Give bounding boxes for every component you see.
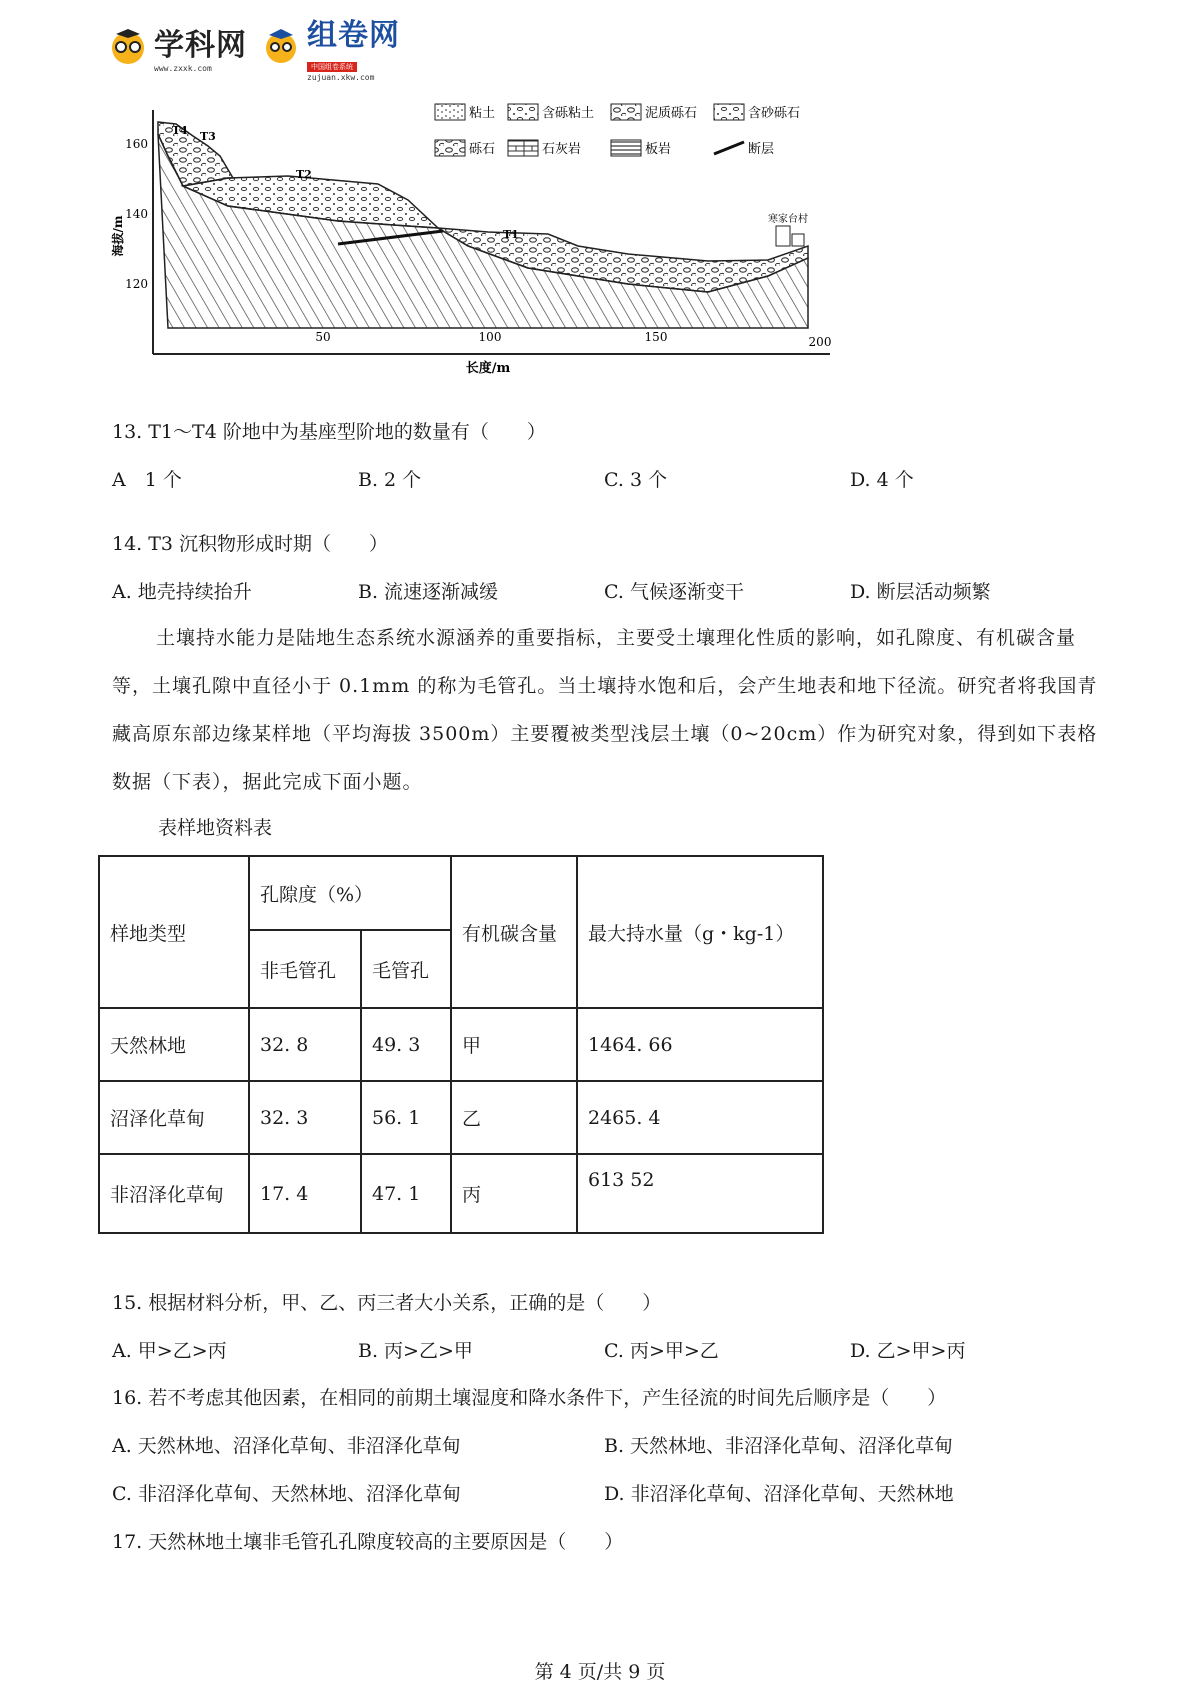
question-13-option-c[interactable]: C. 3 个 (604, 469, 668, 491)
legend-label-gravelly-clay: 含砾粘土 (542, 106, 595, 121)
cell-capillary: 56. 1 (361, 1081, 451, 1154)
question-14-stem: 14. T3 沉积物形成时期（ ） (112, 533, 389, 555)
header-porosity: 孔隙度（%） (249, 856, 451, 930)
question-15-option-d[interactable]: D. 乙>甲>丙 (850, 1340, 966, 1362)
page-number: 第 4 页/共 9 页 (534, 1661, 666, 1683)
legend-swatch-gravelly-clay (508, 104, 538, 120)
legend-swatch-muddy-gravel (611, 104, 641, 120)
cell-organic-carbon: 丙 (451, 1154, 577, 1233)
y-tick-120: 120 (125, 277, 148, 291)
question-16-option-d[interactable]: D. 非沼泽化草甸、沼泽化草甸、天然林地 (604, 1483, 954, 1505)
question-16-option-a[interactable]: A. 天然林地、沼泽化草甸、非沼泽化草甸 (112, 1435, 461, 1457)
header-non-capillary: 非毛管孔 (249, 930, 361, 1008)
legend-label-slate: 板岩 (645, 142, 672, 157)
table-row (99, 1081, 823, 1154)
table-row (99, 1154, 823, 1233)
legend (435, 104, 800, 157)
header-logos (108, 18, 400, 82)
question-13-option-b[interactable]: B. 2 个 (358, 469, 422, 491)
cell-organic-carbon: 乙 (451, 1081, 577, 1154)
question-16-stem: 16. 若不考虑其他因素，在相同的前期土壤湿度和降水条件下，产生径流的时间先后顺序是（ ） (112, 1387, 947, 1409)
legend-swatch-limestone (508, 140, 538, 156)
legend-swatch-slate (611, 140, 641, 156)
question-13-option-d[interactable]: D. 4 个 (850, 469, 914, 491)
cell-non-capillary: 17. 4 (249, 1154, 361, 1233)
sample-site-table (98, 855, 824, 1234)
question-15-option-a[interactable]: A. 甲>乙>丙 (112, 1340, 227, 1362)
legend-label-limestone: 石灰岩 (542, 142, 582, 157)
header-max-water: 最大持水量（g・kg-1） (577, 856, 823, 1008)
material-paragraph: 土壤持水能力是陆地生态系统水源涵养的重要指标，主要受土壤理化性质的影响，如孔隙度、有机碳含量等，土壤孔隙中直径小于 0.1mm 的称为毛管孔。当土壤持水饱和后，会产生地表和地下径流。研究者将我国青藏高原东部边缘某样地（平均海拔 3500m）主要覆被类型浅层土壤（0~20cm）作为研究对象，得到如下表格数据（下表），据此完成下面小题。 (112, 627, 1098, 793)
zujuan-logo-icon (261, 26, 301, 66)
cell-max-water: 1464. 66 (577, 1008, 823, 1081)
village-house-1 (776, 226, 790, 246)
cell-non-capillary: 32. 3 (249, 1081, 361, 1154)
cell-max-water: 613 52 (577, 1154, 823, 1233)
cell-type: 天然林地 (99, 1008, 249, 1081)
cell-non-capillary: 32. 8 (249, 1008, 361, 1081)
question-13-option-a[interactable]: A 1 个 (112, 469, 182, 491)
cell-capillary: 47. 1 (361, 1154, 451, 1233)
question-17-stem: 17. 天然林地土壤非毛管孔孔隙度较高的主要原因是（ ） (112, 1531, 624, 1553)
question-15-stem: 15. 根据材料分析，甲、乙、丙三者大小关系，正确的是（ ） (112, 1292, 662, 1314)
legend-label-clay: 粘土 (469, 106, 496, 121)
question-14-option-b[interactable]: B. 流速逐渐减缓 (358, 581, 499, 603)
x-tick-100: 100 (478, 330, 502, 344)
question-14-option-c[interactable]: C. 气候逐渐变干 (604, 581, 744, 603)
x-tick-50: 50 (315, 330, 331, 344)
table-caption: 表样地资料表 (158, 817, 273, 839)
question-16-option-b[interactable]: B. 天然林地、非沼泽化草甸、沼泽化草甸 (604, 1435, 954, 1457)
logo2-text: 组卷网 (307, 18, 400, 53)
question-13-stem: 13. T1～T4 阶地中为基座型阶地的数量有（ ） (112, 421, 546, 443)
logo2-url: zujuan.xkw.com (307, 73, 375, 82)
legend-label-sandy-gravel: 含砂砾石 (748, 106, 801, 121)
y-axis-label: 海拔/m (111, 215, 125, 257)
legend-swatch-sandy-gravel (714, 104, 744, 120)
header-site-type: 样地类型 (99, 856, 249, 1008)
cell-max-water: 2465. 4 (577, 1081, 823, 1154)
legend-label-fault: 断层 (748, 142, 775, 157)
legend-label-gravel: 砾石 (469, 142, 496, 157)
cell-type: 沼泽化草甸 (99, 1081, 249, 1154)
y-tick-160: 160 (125, 137, 148, 151)
x-axis-label: 长度/m (465, 361, 511, 376)
cell-capillary: 49. 3 (361, 1008, 451, 1081)
legend-label-muddy-gravel: 泥质砾石 (645, 106, 698, 121)
terrace-label-t3: T3 (200, 130, 216, 143)
x-tick-200: 200 (808, 335, 832, 349)
header-capillary: 毛管孔 (361, 930, 451, 1008)
logo1-text: 学科网 (154, 27, 247, 63)
y-tick-140: 140 (125, 207, 148, 221)
question-16-option-c[interactable]: C. 非沼泽化草甸、天然林地、沼泽化草甸 (112, 1483, 461, 1505)
legend-swatch-fault (714, 142, 744, 154)
terrace-label-t1: T1 (503, 228, 519, 241)
xkw-logo-icon (108, 26, 148, 66)
question-14-option-d[interactable]: D. 断层活动频繁 (850, 581, 991, 603)
logo1-url: www.zxxk.com (154, 63, 212, 73)
cell-type: 非沼泽化草甸 (99, 1154, 249, 1233)
question-15-option-c[interactable]: C. 丙>甲>乙 (604, 1340, 719, 1362)
logo2-sub: 中国组卷系统 (307, 62, 357, 72)
legend-swatch-gravel (435, 140, 465, 156)
village-label: 寒家台村 (768, 214, 808, 225)
header-organic-carbon: 有机碳含量 (451, 856, 577, 1008)
cell-organic-carbon: 甲 (451, 1008, 577, 1081)
terrace-label-t2: T2 (296, 168, 312, 181)
table-row (99, 1008, 823, 1081)
question-14-option-a[interactable]: A. 地壳持续抬升 (112, 581, 252, 603)
question-15-option-b[interactable]: B. 丙>乙>甲 (358, 1340, 473, 1362)
legend-swatch-clay (435, 104, 465, 120)
village-house-2 (792, 234, 804, 246)
terrace-label-t4: T4 (172, 124, 188, 137)
terrace-cross-section (108, 96, 908, 414)
x-tick-150: 150 (644, 330, 668, 344)
